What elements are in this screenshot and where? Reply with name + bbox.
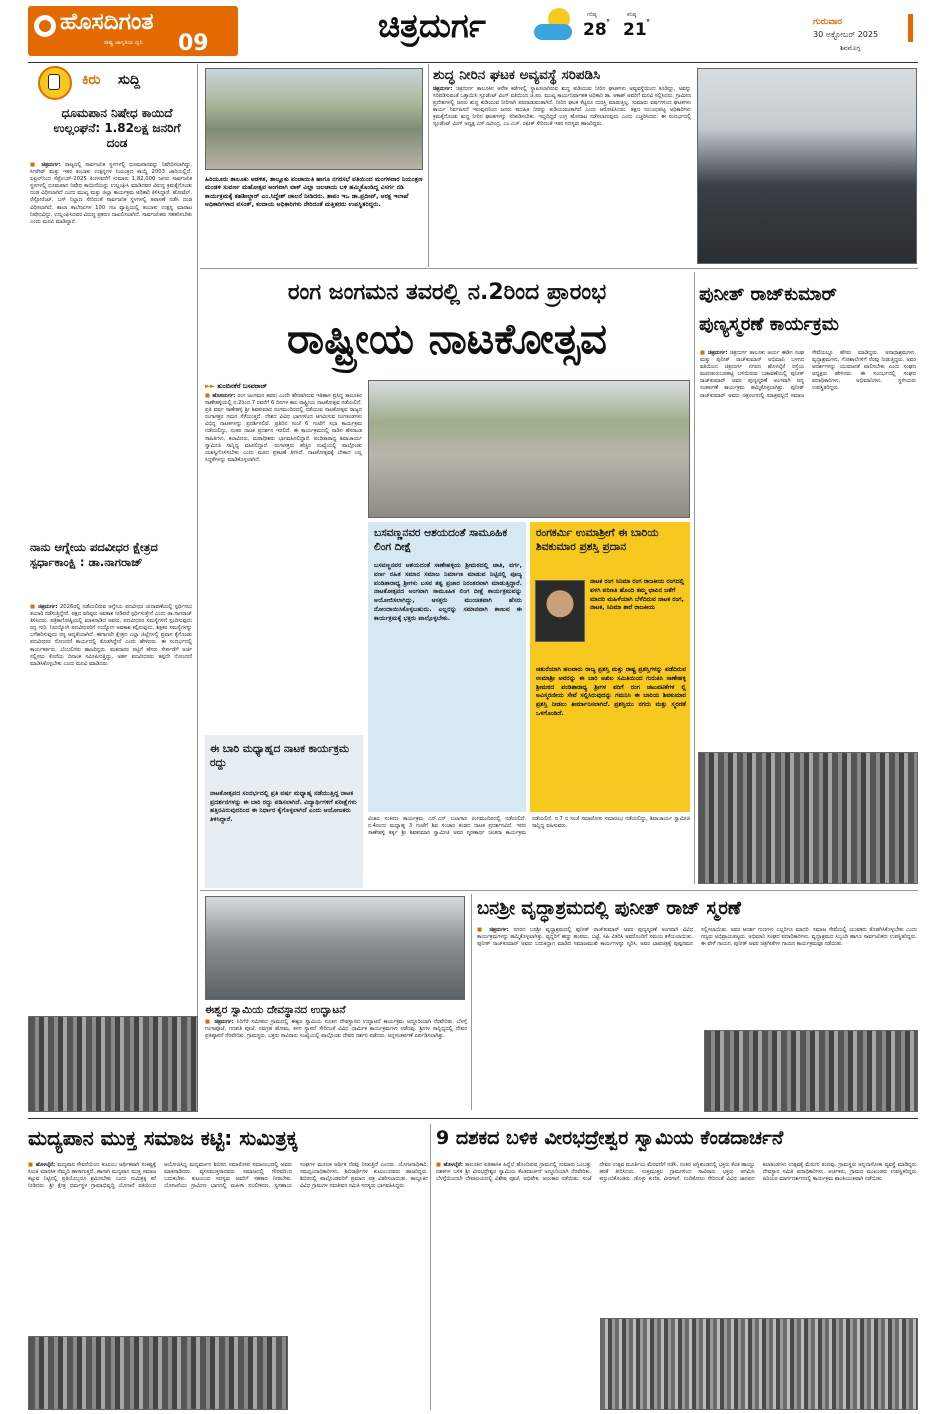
story2-dateline: ಚಿತ್ರದುರ್ಗ: <box>38 604 58 610</box>
masthead-accent-bar <box>908 14 913 42</box>
photo-walk-caption: ಹಿರಿಯೂರು ತಾಲೂಕು ಆಡಳಿತ, ತಾಲ್ಲೂಕು ಪಂಚಾಯಿತಿ ಹಾಗೂ ನಗರಸಭೆ ವತಿಯಿಂದ ಮಂಗಳವಾರ ನಿಯಂತ್ರಣ ಮಂಡಳಿ ಸುವರ್ಣ ಮಹೋತ್ಸವ ಅಂಗವಾಗಿ ವಾಕ್ ವಿಲ್ಲಾ ಜಲಜಾಯ ಬಳಿ ಹಮ್ಮಿಕೊಂಡಿದ್ದ ವಿಸರ್ಗ ನಡಿ ಕಾರ್ಯಕ್ರಮಕ್ಕೆ ತಹಶೀಲ್ದಾರ್ ಎಂ.ಸಿದ್ದೇಶ್ ಚಾಲನೆ ನೀಡಿದರು. ತಾಪಂ ಇಒ ಡಾ.ಪ್ರದೀಪ್, ಆರಕ್ಷ ಇಲಾಖೆ ಅಧಿಕಾರಿಗಳಾದ ವಸಂತ್, ಕಂದಾಯ ಅಧಿಕಾರಿಗಳು ನೇರಿದಂತೆ ಮತ್ತಿತರರು ಉಪಸ್ಥಿತರಿದ್ದರು. <box>205 176 423 208</box>
temp-max-degree: ° <box>606 18 610 27</box>
banashree-dateline: ಚಿತ್ರದುರ್ಗ: <box>489 927 509 933</box>
temple-top-rule <box>200 890 918 891</box>
bottom-right-headline: 9 ದಶಕದ ಬಳಿಕ ವೀರಭದ್ರೇಶ್ವರ ಸ್ವಾಮಿಯ ಕೆಂಡದಾರ್ಚನೆ <box>436 1127 784 1149</box>
logo-emblem-inner <box>39 20 51 32</box>
blue-box-headline: ಬಸವಣ್ಣನವರ ಆಶಯದಂತೆ ಸಾಮೂಹಿಕ ಲಿಂಗ ದೀಕ್ಷೆ <box>374 527 508 553</box>
bottom-right-text: ತಾಲೂಕಿನ ಐತಿಹಾಸಿಕ ಹಿನ್ನೆಲೆ ಹೊಂದಿರುವ ಗ್ರಾಮದಲ್ಲಿ ಸುಮಾರು ಒಂಬತ್ತು ದಶಕಗಳ ಬಳಿಕ ಶ್ರೀ ವೀರಭದ್ರೇಶ್ವರ ಸ್ವಾಮಿಯ ಕೆಂಡದಾರ್ಚನೆ ಅದ್ದೂರಿಯಾಗಿ ನೆರವೇರಿತು. ಬೆಳಗ್ಗೆಯಿಂದಲೇ ದೇವಾಲಯದಲ್ಲಿ ವಿಶೇಷ ಪೂಜೆ, ಅಭಿಷೇಕ, ಅಲಂಕಾರ ನಡೆಯಿತು. ಸಂಜೆ ದೇವರ ಉತ್ಸವ ಮೂರ್ತಿಯ ಮೆರವಣಿಗೆ ನಡೆಸಿ, ನಂತರ ಅಗ್ನಿಕುಂಡದಲ್ಲಿ ಭಕ್ತರು ಕೆಂಡ ಹಾಯ್ದು ಹರಕೆ ತೀರಿಸಿದರು. ಸುತ್ತಮುತ್ತಲ ಗ್ರಾಮಗಳಿಂದ ಸಾವಿರಾರು ಭಕ್ತರು ಆಗಮಿಸಿ ಕಣ್ತುಂಬಿಕೊಂಡರು. ಡೊಳ್ಳು ಕುಣಿತ, ವೀರಗಾಸೆ, ನಂದಿಕೋಲು ಸೇರಿದಂತೆ ವಿವಿಧ ಜಾನಪದ ಕಲಾತಂಡಗಳು ಉತ್ಸವಕ್ಕೆ ಮೆರುಗು ತಂದವು. ಗ್ರಾಮಸ್ಥರು ಅನ್ನದಾಸೋಹ ವ್ಯವಸ್ಥೆ ಮಾಡಿದ್ದರು. ದೇವಸ್ಥಾನ ಸಮಿತಿ ಪದಾಧಿಕಾರಿಗಳು, ಅರ್ಚಕರು, ಗ್ರಾಮದ ಮುಖಂಡರು ಉಪಸ್ಥಿತರಿದ್ದರು. ಹಿರಿಯರ ಮಾರ್ಗದರ್ಶನದಲ್ಲಿ ಕಾರ್ಯಕ್ರಮ ಶಾಂತಿಯುತವಾಗಿ ನಡೆಯಿತು. <box>436 1162 918 1183</box>
temp-min: 21 <box>623 20 647 40</box>
photo-kenda-festival <box>600 1318 918 1410</box>
sun-cloud-icon <box>534 8 576 44</box>
kirusuddi-hand-glyph <box>48 74 60 90</box>
temp-max-label: ಗರಿಷ್ಠ <box>587 12 597 18</box>
story2-body <box>30 604 192 1014</box>
photo-water-memo <box>697 68 917 264</box>
lead-kicker: ರಂಗ ಜಂಗಮನ ತವರಲ್ಲಿ ನ.2ರಿಂದ ಪ್ರಾರಂಭ <box>287 280 607 305</box>
masthead-rule <box>28 62 918 63</box>
temp-max: 28 <box>583 20 607 40</box>
temple-caption: ಈಶ್ವರ ಸ್ವಾಮಿಯ ದೇವಸ್ಥಾನದ ಉದ್ಘಾಟನೆ <box>205 1004 346 1016</box>
photo-walk-event <box>205 68 423 170</box>
photo-de-addiction <box>28 1336 288 1410</box>
top-middle-divider <box>428 64 429 267</box>
puneeth-dateline: ಚಿತ್ರದುರ್ಗ: <box>708 350 728 356</box>
photo-temple-group <box>28 1016 198 1112</box>
cloud-shape <box>534 24 572 40</box>
story1-dateline: ಚಿತ್ರದುರ್ಗ: <box>41 162 61 168</box>
puneeth-bullet: ■ <box>700 350 709 356</box>
masthead-day: ಗುರುವಾರ <box>813 17 843 27</box>
banashree-divider <box>471 894 472 1110</box>
temple-dateline: ಚಿತ್ರದುರ್ಗ: <box>214 1019 234 1025</box>
temple-text: ಸಿರಿಗೆರೆ ಸಮೀಪದ ಗ್ರಾಮದಲ್ಲಿ ಈಶ್ವರ ಸ್ವಾಮಿಯ ನೂತನ ದೇವಸ್ಥಾನದ ಉದ್ಘಾಟನೆ ಕಾರ್ಯಕ್ರಮ ಅದ್ದೂರಿಯಾಗಿ ನೆರವೇರಿತು. ಬೆಳಗ್ಗೆ ಗಂಗಾಪೂಜೆ, ಗಣಪತಿ ಪೂಜೆ, ನವಗ್ರಹ ಹೋಮ, ಕಳಸ ಸ್ಥಾಪನೆ ಸೇರಿದಂತೆ ವಿವಿಧ ಧಾರ್ಮಿಕ ಕಾರ್ಯಕ್ರಮಗಳು ನಡೆದವು. ಶ್ರೀಗಳ ಸಾನ್ನಿಧ್ಯದಲ್ಲಿ ದೇವರ ಪ್ರತಿಷ್ಠಾಪನೆ ನೆರವೇರಿತು. ಗ್ರಾಮಸ್ಥರು, ಭಕ್ತರು ಸಾವಿರಾರು ಸಂಖ್ಯೆಯಲ್ಲಿ ಪಾಲ್ಗೊಂಡು ದೇವರ ದರ್ಶನ ಪಡೆದರು. ಅನ್ನಸಂತರ್ಪಣೆ ಏರ್ಪಡಿಸಲಾಗಿತ್ತು. <box>205 1019 467 1040</box>
puneeth-body <box>700 350 916 740</box>
paper-tagline: ರಾಷ್ಟ್ರ ಜಾಗೃತಿಯ ದ್ವನಿ <box>104 40 143 46</box>
kirusuddi-banner <box>28 64 193 102</box>
story1-headline: ಧೂಮಪಾನ ನಿಷೇಧ ಕಾಯಿದೆ ಉಲ್ಲಂಘನೆ: 1.82ಲಕ್ಷ ಜನರಿಗೆ ದಂಡ <box>53 106 181 150</box>
bottom-left-headline: ಮದ್ಯಪಾನ ಮುಕ್ತ ಸಮಾಜ ಕಟ್ಟಿ: ಸುಮಿತ್ರಕ್ಕ <box>28 1126 298 1150</box>
yellow-box-headline: ರಂಗಕರ್ಮಿ ಉಮಾಶ್ರೀಗೆ ಈ ಬಾರಿಯ ಶಿವಕುಮಾರ ಪ್ರಶಸ್ತಿ ಪ್ರದಾನ <box>536 527 659 553</box>
bottom-right-dateline: ಹೊಳಲ್ಕೆರೆ: <box>443 1162 463 1168</box>
lead-byline-text: ತುಂಬಿನಕೆರೆ ಬಸವರಾಜ್ <box>217 382 268 390</box>
blue-box-body: ಬಸವಣ್ಣನವರ ಆಶಯದಂತೆ ಸಾಣೇಹಳ್ಳಿಯ ಶ್ರೀಮಠದಲ್ಲಿ ಜಾತಿ, ವರ್ಗ, ವರ್ಣ ರಹಿತ ಸಮಾನ ಸಮಾಜ ನಿರ್ಮಾಣ ಮಾಡುವ ನಿಟ್ಟಿನಲ್ಲಿ ಪೂಜ್ಯ ಪಂಡಿತಾರಾಧ್ಯ ಶ್ರೀಗಳು ಬಸವ ತತ್ವ ಪ್ರಚಾರ ನಿರಂತರವಾಗಿ ಮಾಡುತ್ತಿದ್ದಾರೆ. ನಾಟಕೋತ್ಸವದ ಅಂಗವಾಗಿ ಸಾಮೂಹಿಕ ಲಿಂಗ ದೀಕ್ಷೆ ಕಾರ್ಯಕ್ರಮವನ್ನು ಆಯೋಜಿಸಲಾಗಿದ್ದು, ಆಸಕ್ತರು ಮುಂಚಿತವಾಗಿ ಹೆಸರು ನೋಂದಾಯಿಸಿಕೊಳ್ಳಬಹುದು. ಎಲ್ಲರನ್ನು ಸಮಾನವಾಗಿ ಕಾಣುವ ಈ ಕಾರ್ಯಕ್ರಮಕ್ಕೆ ಭಕ್ತರು ಪಾಲ್ಗೊಳ್ಳಬೇಕು. <box>374 562 522 622</box>
banashree-body <box>477 927 917 1027</box>
story2-headline: ನಾನು ಆಗ್ನೇಯ ಪದವೀಧರ ಕ್ಷೇತ್ರದ ಸ್ಪರ್ಧಾಕಾಂಕ್ಷಿ : ಡಾ.ನಾಗರಾಜ್ <box>30 540 158 569</box>
bottom-left-bullet: ■ <box>28 1162 36 1168</box>
bottom-section-rule <box>28 1118 918 1119</box>
water-story-text: ಚಿತ್ರದುರ್ಗ ತಾಲೂಕಿನ ಆನೇಕ ಕಡೆಗಳಲ್ಲಿ ಸ್ಥಾಪಿಸಲಾಗಿರುವ ಶುದ್ಧ ಕುಡಿಯುವ ನೀರಿನ ಘಟಕಗಳು ಅವ್ಯವಸ್ಥೆಯಿಂದ ಕೂಡಿದ್ದು, ಅವನ್ನು ಸರಿಪಡಿಸುವಂತೆ ಒತ್ತಾಯಿಸಿ ಸ್ಟೂಡೆಂಟ್ ವಿಂಗ್ ವತಿಯಿಂದ ಜಿ.ಪಂ. ಮುಖ್ಯ ಕಾರ್ಯನಿರ್ವಾಹಕ ಅಧಿಕಾರಿ ಡಾ. ಆಕಾಶ್ ಅವರಿಗೆ ಮನವಿ ಸಲ್ಲಿಸಿದರು. ಗ್ರಾಮೀಣ ಪ್ರದೇಶಗಳಲ್ಲಿ ಜನರು ಶುದ್ಧ ಕುಡಿಯುವ ನೀರಿಗಾಗಿ ಪರದಾಡುವಂತಾಗಿದೆ. ನೀರಿನ ಘಟಕ ಕೆಟ್ಟರೂ ದುರಸ್ತಿ ಮಾಡುತ್ತಿಲ್ಲ. ಸುಮಾರು ವರ್ಷಗಳಿಂದ ಘಟಕಗಳು ಕಾರ್ಯ ನಿರ್ವಹಿಸದೆ ಇರುವುದರಿಂದ ಜನರು ಕಲುಷಿತ ನೀರನ್ನು ಕುಡಿಯುವಂತಾಗಿದೆ ಎಂದು ಆರೋಪಿಸಿದರು. ತಕ್ಷಣ ಸಂಬಂಧಪಟ್ಟ ಅಧಿಕಾರಿಗಳು ಕ್ರಮಕೈಗೊಂಡು ಶುದ್ಧ ನೀರಿನ ಘಟಕಗಳನ್ನು ಸರಿಪಡಿಸಬೇಕು. ಇಲ್ಲದಿದ್ದರೆ ಉಗ್ರ ಹೋರಾಟ ನಡೆಸಲಾಗುವುದು ಎಂದು ಎಚ್ಚರಿಸಿದರು. ಈ ಸಂದರ್ಭದಲ್ಲಿ ಸ್ಟೂಡೆಂಟ್ ವಿಂಗ್ ಅಧ್ಯಕ್ಷ ಎಸ್.ರವೀಂದ್ರ, ಎಂ.ಎಚ್. ರಫೀಕ್ ಸೇರಿದಂತೆ ಇತರ ಸದಸ್ಯರು ಹಾಜರಿದ್ದರು. <box>433 86 691 128</box>
lead-subhead: ಈ ಬಾರಿ ಮಧ್ಯಾಹ್ನದ ನಾಟಕ ಕಾರ್ಯಕ್ರಮ ರದ್ದು <box>210 743 349 769</box>
bottom-right-bullet: ■ <box>436 1162 444 1168</box>
kirusuddi-label-a: ಕಿರು <box>82 72 101 88</box>
temp-min-degree: ° <box>646 18 650 27</box>
top-row-rule <box>200 268 918 269</box>
lead-right-divider <box>694 272 695 884</box>
water-story-headline: ಶುದ್ಧ ನೀರಿನ ಘಟಕ ಅವ್ಯವಸ್ಥೆ ಸರಿಪಡಿಸಿ <box>433 67 601 83</box>
photo-temple <box>205 896 465 1000</box>
photo-sanehalli-amphitheatre <box>368 380 690 518</box>
story1-body <box>30 162 192 402</box>
byline-arrow-icon: ►► <box>205 382 218 390</box>
bottom-left-text: ಮದ್ಯಪಾನ ಸೇವನೆಯಿಂದ ಕುಟುಂಬ ಆರ್ಥಿಕವಾಗಿ ಸಂಕಷ್ಟಕ್ಕೆ ಸಿಲುಕಿ ಮಾನಸಿಕ ನೆಮ್ಮದಿ ಹಾಳಾಗುತ್ತದೆ. ಹಾಗಾಗಿ ಮದ್ಯಪಾನ ಮುಕ್ತ ಸಮಾಜ ಕಟ್ಟುವ ನಿಟ್ಟಿನಲ್ಲಿ ಪ್ರತಿಯೊಬ್ಬರೂ ಶ್ರಮಿಸಬೇಕು ಎಂದು ಸುಮಿತ್ರಕ್ಕ ಕರೆ ನೀಡಿದರು. ಶ್ರೀ ಕ್ಷೇತ್ರ ಧರ್ಮಸ್ಥಳ ಗ್ರಾಮಾಭಿವೃದ್ಧಿ ಯೋಜನೆ ವತಿಯಿಂದ ಆಯೋಜಿಸಿದ್ದ ಮದ್ಯವರ್ಜನ ಶಿಬಿರದ ಸಮಾರೋಪ ಸಮಾರಂಭದಲ್ಲಿ ಅವರು ಮಾತನಾಡಿದರು. ವ್ಯಸನಮುಕ್ತರಾದವರು ಸಮಾಜದಲ್ಲಿ ಗೌರವದಿಂದ ಬದುಕಬೇಕು. ಕುಟುಂಬದ ಸದಸ್ಯರು ಅವರಿಗೆ ಸಹಕಾರ ನೀಡಬೇಕು. ಯೋಜನೆಯು ಗ್ರಾಮೀಣ ಭಾಗದಲ್ಲಿ ಮಹಿಳಾ ಸಬಲೀಕರಣ, ಸ್ವಸಹಾಯ ಸಂಘಗಳ ಮೂಲಕ ಆರ್ಥಿಕ ನೆರವು ನೀಡುತ್ತಿದೆ ಎಂದರು. ಯೋಜನಾಧಿಕಾರಿ, ಸಮನ್ವಯಾಧಿಕಾರಿಗಳು, ಶಿಬಿರಾರ್ಥಿಗಳ ಕುಟುಂಬದವರು ಹಾಜರಿದ್ದರು. ಶಿಬಿರದಲ್ಲಿ ಪಾಲ್ಗೊಂಡವರಿಗೆ ಪ್ರಮಾಣ ಪತ್ರ ವಿತರಿಸಲಾಯಿತು. ತಾಲ್ಲೂಕಿನ ವಿವಿಧ ಗ್ರಾಮಗಳ ನವಜೀವನ ಸಮಿತಿ ಸದಸ್ಯರು ಭಾಗವಹಿಸಿದ್ದರು. <box>28 1162 428 1190</box>
lead-dateline: ಹೊಸದುರ್ಗ: <box>212 393 236 399</box>
temple-body <box>205 1019 467 1109</box>
bottom-left-body <box>28 1162 428 1332</box>
bottom-right-body <box>436 1162 918 1312</box>
lead-bullet: ■ <box>205 393 213 399</box>
bottom-left-dateline: ಹೊಳಲ್ಕೆರೆ: <box>35 1162 56 1168</box>
lead-subbody: ನಾಟಕೋತ್ಸವದ ಸಂದರ್ಭದಲ್ಲಿ ಪ್ರತಿ ವರ್ಷ ಮಧ್ಯಾಹ್ನ ನಡೆಯುತ್ತಿದ್ದ ನಾಟಕ ಪ್ರದರ್ಶನಗಳನ್ನು ಈ ಬಾರಿ ರದ್ದು ಪಡಿಸಲಾಗಿದೆ. ವಿದ್ಯಾರ್ಥಿಗಳಿಗೆ ಪರೀಕ್ಷೆಗಳು ಹತ್ತಿರವಿರುವುದರಿಂದ ಈ ನಿರ್ಧಾರ ಕೈಗೊಳ್ಳಲಾಗಿದೆ ಎಂದು ಆಯೋಜಕರು ತಿಳಿಸಿದ್ದಾರೆ. <box>210 790 357 824</box>
bottom-divider <box>430 1124 431 1410</box>
lead-byline <box>205 382 267 391</box>
photo-puneeth-event <box>698 752 918 884</box>
col1-divider <box>197 64 198 1110</box>
banashree-text: ನಗರದ ಬನಶ್ರೀ ವೃದ್ಧಾಶ್ರಮದಲ್ಲಿ ಪುನೀತ್ ರಾಜ್‌ಕುಮಾರ್ ಅವರ ಪುಣ್ಯಸ್ಮರಣೆ ಅಂಗವಾಗಿ ವಿವಿಧ ಕಾರ್ಯಕ್ರಮಗಳನ್ನು ಹಮ್ಮಿಕೊಳ್ಳಲಾಗಿತ್ತು. ವೃದ್ಧರಿಗೆ ಹಣ್ಣು ಹಂಪಲು, ಬಟ್ಟೆ, ಸಿಹಿ ವಿತರಿಸಿ ಅವರೊಂದಿಗೆ ಸಮಯ ಕಳೆಯಲಾಯಿತು. ಪುನೀತ್ ರಾಜ್‌ಕುಮಾರ್ ಅವರು ಬದುಕಿದ್ದಾಗ ಮಾಡಿದ ಸಮಾಜಮುಖಿ ಕಾರ್ಯಗಳನ್ನು ಸ್ಮರಿಸಿ, ಅವರ ಭಾವಚಿತ್ರಕ್ಕೆ ಪುಷ್ಪನಮನ ಸಲ್ಲಿಸಲಾಯಿತು. ಅವರ ಆದರ್ಶ ಗುಣಗಳು ಎಲ್ಲರಿಗೂ ಮಾದರಿ. ಸಮಾಜ ಸೇವೆಯಲ್ಲಿ ಯುವಕರು ತೊಡಗಿಸಿಕೊಳ್ಳಬೇಕು ಎಂದು ಗಣ್ಯರು ಅಭಿಪ್ರಾಯಪಟ್ಟರು. ಅಭಿಮಾನಿ ಸಂಘದ ಪದಾಧಿಕಾರಿಗಳು, ವೃದ್ಧಾಶ್ರಮದ ಸಿಬ್ಬಂದಿ ಹಾಗೂ ಸಾರ್ವಜನಿಕರು ಉಪಸ್ಥಿತರಿದ್ದರು. ಈ ವೇಳೆ ಗಾಯನ, ಪುನೀತ್ ಅವರ ಚಿತ್ರಗೀತೆಗಳ ಗಾಯನ ಕಾರ್ಯಕ್ರಮವೂ ನಡೆಯಿತು. <box>477 927 917 948</box>
photo-umashree <box>535 580 585 642</box>
kirusuddi-label-b: ಸುದ್ದಿ <box>118 72 141 88</box>
edition-title: ಚಿತ್ರದುರ್ಗ <box>378 6 486 45</box>
story2-bullet: ■ <box>30 604 39 610</box>
water-story-body <box>433 86 691 266</box>
puneeth-text: ಚಿತ್ರದುರ್ಗ ತಾಲೂಕು ಆರ್ಯ ಈಡಿಗ ಸಂಘ ಮತ್ತು ಪುನೀತ್ ರಾಜ್‌ಕುಮಾರ್ ಅಭಿಮಾನಿ ಬಳಗದ ವತಿಯಿಂದ ಚಿತ್ರದುರ್ಗ ನಗರದ ಹೊಳಲ್ಕೆರೆ ರಸ್ತೆಯ ಮಠದಕುರುಬರಹಟ್ಟಿ ಬಳಿಯಿರುವ ಬಡಾವಣೆಯಲ್ಲಿ ಪುನೀತ್ ರಾಜ್‌ಕುಮಾರ್ ಅವರ ಪುಣ್ಯಸ್ಮರಣೆ ಅಂಗವಾಗಿ ಅನ್ನ ಸಂತರ್ಪಣೆ ಕಾರ್ಯಕ್ರಮ ಹಮ್ಮಿಕೊಳ್ಳಲಾಗಿತ್ತು. ಪುನೀತ್ ರಾಜ್‌ಕುಮಾರ್ ಅವರು ಚಿತ್ರರಂಗದಲ್ಲಿ ಮಾತ್ರವಲ್ಲದೆ ಸಮಾಜ ಸೇವೆಯಲ್ಲೂ ಹೆಸರು ಮಾಡಿದ್ದರು. ಅನಾಥಾಶ್ರಮಗಳು, ವೃದ್ಧಾಶ್ರಮಗಳು, ಗೋಶಾಲೆಗಳಿಗೆ ನೆರವು ನೀಡುತ್ತಿದ್ದರು. ಅವರ ಆದರ್ಶಗಳನ್ನು ಯುವಜನತೆ ಪಾಲಿಸಬೇಕು ಎಂದು ಸಂಘದ ಅಧ್ಯಕ್ಷರು ಹೇಳಿದರು. ಈ ಸಂದರ್ಭದಲ್ಲಿ ಸಂಘದ ಪದಾಧಿಕಾರಿಗಳು, ಅಭಿಮಾನಿಗಳು, ಸ್ಥಳೀಯರು ಉಪಸ್ಥಿತರಿದ್ದರು. <box>700 350 916 399</box>
page-number: 09 <box>172 32 215 56</box>
yellow-box-body: ಚತುರೆಯಾಗಿ ಹಲವಾರು ರಾಜ್ಯ ಪ್ರಶಸ್ತಿ ಮತ್ತು ರಾಷ್ಟ್ರ ಪ್ರಶಸ್ತಿಗಳನ್ನು ಪಡೆದಿರುವ ಉಮಾಶ್ರೀ ಅವರನ್ನು ಈ ಬಾರಿ ಅಖಿಲ ಸಮಿತಿಯಿಂದ ಗುರುತಿಸಿ ಸಾಣೇಹಳ್ಳಿ ಶ್ರೀಮಠದ ಪಂಡಿತಾರಾಧ್ಯ ಶ್ರೀಗಳ ಪರಿಗೆ ರಂಗ ಚಟುವಟಿಕೆಗಳ ಲ್ಲಿ ಅವಿಸ್ಮರಣೀಯ ಸೇವೆ ಸಲ್ಲಿಸಿರುವುದನ್ನು ಗಮನಿಸಿ ಈ ಬಾರಿಯ ಶಿವಕುಮಾರ ಪ್ರಶಸ್ತಿ ನೀಡಲು ತೀರ್ಮಾನಿಸಲಾಗಿದೆ. ಪ್ರಶಸ್ತಿಯು ನಗದು ಮತ್ತು ಸ್ಮರಣಿಕೆ ಒಳಗೊಂಡಿದೆ. <box>536 666 686 717</box>
lead-body <box>205 393 362 731</box>
masthead-date: 30 ಅಕ್ಟೋಬರ್ 2025 <box>813 30 879 39</box>
lead-extra-body: ವಿಚಾರ ಸಂಕಿರಣ ಕಾರ್ಯಕ್ರಮ ಎನ್.ಎನ್ ಬಲಾಗಾರ ರಂಗಮಂದಿರದಲ್ಲಿ ನಡೆಯಲಿದೆ. ನ.4ರಂದು ಮಧ್ಯಾಹ್ನ 3 ಗಂಟೆಗೆ ಶಿವ ಸಂಚಾರ ತಂಡದ ನಾಟಕ ಪ್ರದರ್ಶನವಿದೆ. ಇದರ ಸಾಣೇಹಳ್ಳಿ ಕರ್ತೃ ಶ್ರೀ ಶಿವಕುಮಾರ ಸ್ವಾಮೀಜಿ ಅವರ ಸ್ಮರಣಾರ್ಥ ಚಿಂತನಾ ಕಾರ್ಯಕ್ರಮ ನಡೆಯಲಿದೆ. ನ.7 ರ ಸಂಜೆ ಸಮಾರೋಪ ಸಮಾರಂಭ ನಡೆಯಲಿದ್ದು, ಶಿವಾಚಾರ್ಯ ಸ್ವಾಮೀಜಿ ಸಾನ್ನಿಧ್ಯ ವಹಿಸುವರು. <box>368 816 690 837</box>
story1-bullet: ■ <box>30 162 42 168</box>
yellow-box-side-text: ನಾಟಕ ರಂಗ ಸಿನಿಮಾ ರಂಗ ರಾಜಕೀಯ ರಂಗದಲ್ಲಿ ಪಳಗಿ ಪರಿಣತಿ ಹೊಂದಿ ತಮ್ಮ ಛಾಪಿನ ಜತೆಗೆ ಮಾದರಿ ಮಹಿಳೆಯಾಗಿ ಬೆಳೆದಿರುವ ನಾಟಕ ರಂಗ, ನಾಟಕ, ಸಿನಿಮಾ ತಾರೆ ರಾಜಕೀಯ <box>590 578 685 612</box>
banashree-bullet: ■ <box>477 927 490 933</box>
banashree-headline: ಬನಶ್ರೀ ವೃದ್ಧಾಶ್ರಮದಲ್ಲಿ ಪುನೀತ್ ರಾಜ್ ಸ್ಮರಣೆ <box>477 898 741 919</box>
puneeth-headline-2: ಪುಣ್ಯಸ್ಮರಣೆ ಕಾರ್ಯಕ್ರಮ <box>699 314 839 335</box>
photo-banashree <box>704 1030 918 1112</box>
temple-bullet: ■ <box>205 1019 215 1025</box>
lead-headline: ರಾಷ್ಟ್ರೀಯ ನಾಟಕೋತ್ಸವ <box>287 314 607 363</box>
water-story-dateline: ಚಿತ್ರದುರ್ಗ: <box>433 86 453 92</box>
lead-text: ರಂಗ ಜಂಗಮನ ತವರು ಎಂದೇ ಹೆಸರಾಗಿರುವ ಇತಿಹಾಸ ಪ್ರಸಿದ್ಧ ತಾಲೂಕಿನ ಸಾಣೇಹಳ್ಳಿಯಲ್ಲಿ ನ.2ರಿಂದ 7 ರವರೆಗೆ 6 ದಿನಗಳ ಕಾಲ ರಾಷ್ಟ್ರೀಯ ನಾಟಕೋತ್ಸವ ನಡೆಯಲಿದೆ. ಪ್ರತಿ ವರ್ಷ ಸಾಣೇಹಳ್ಳಿ ಶ್ರೀ ಶಿವಕುಮಾರ ರಂಗಮಂದಿರದಲ್ಲಿ ನಡೆಯುವ ನಾಟಕೋತ್ಸವ ರಾಜ್ಯದ ರಂಗಾಸಕ್ತರ ಗಮನ ಸೆಳೆಯುತ್ತದೆ. ದೇಶದ ವಿವಿಧ ಭಾಗಗಳಿಂದ ಆಗಮಿಸುವ ರಂಗತಂಡಗಳು ವಿಭಿನ್ನ ನಾಟಕಗಳನ್ನು ಪ್ರದರ್ಶಿಸಲಿವೆ. ಪ್ರತಿದಿನ ಸಂಜೆ 6 ಗಂಟೆಗೆ ಸಭಾ ಕಾರ್ಯಕ್ರಮ ನಡೆಯಲಿದ್ದು, ನಂತರ ನಾಟಕ ಪ್ರದರ್ಶನ ಇರಲಿದೆ. ಈ ಕಾರ್ಯಕ್ರಮದಲ್ಲಿ ನಾಡಿನ ಹೆಸರಾಂತ ಸಾಹಿತಿಗಳು, ಕಲಾವಿದರು, ಮಠಾಧೀಶರು ಭಾಗವಹಿಸಲಿದ್ದಾರೆ. ಪಂಡಿತಾರಾಧ್ಯ ಶಿವಾಚಾರ್ಯ ಸ್ವಾಮೀಜಿ ಸಾನ್ನಿಧ್ಯ ವಹಿಸಲಿದ್ದಾರೆ. ರಂಗಾಸಕ್ತರು ಹೆಚ್ಚಿನ ಸಂಖ್ಯೆಯಲ್ಲಿ ಪಾಲ್ಗೊಂಡು ಯಶಸ್ವಿಗೊಳಿಸಬೇಕು ಎಂದು ಮಠದ ಪ್ರಕಟಣೆ ತಿಳಿಸಿದೆ. ನಾಟಕೋತ್ಸವಕ್ಕೆ ಬೇಕಾದ ಎಲ್ಲ ಸಿದ್ಧತೆಗಳನ್ನು ಮಾಡಿಕೊಳ್ಳಲಾಗಿದೆ. <box>205 393 362 463</box>
story2-text: 2026ರಲ್ಲಿ ನಡೆಯಲಿರುವ ಆಗ್ನೇಯ ಪದವೀಧರ ಚುನಾವಣೆಯಲ್ಲಿ ಸ್ಪರ್ಧಿಸಲು ತಯಾರಿ ನಡೆಸುತ್ತಿದ್ದೇನೆ. ಪಕ್ಷದ ವರಿಷ್ಠರು ಅವಕಾಶ ನೀಡಿದರೆ ಸ್ಪರ್ಧಿಸುತ್ತೇನೆ ಎಂದು ಡಾ.ನಾಗರಾಜ್ ತಿಳಿಸಿದರು. ಪತ್ರಿಕಾಗೋಷ್ಠಿಯಲ್ಲಿ ಮಾತನಾಡಿದ ಅವರು, ಪದವೀಧರರ ಸಮಸ್ಯೆಗಳಿಗೆ ಸ್ಪಂದಿಸುವುದು ನನ್ನ ಗುರಿ. ನಿರುದ್ಯೋಗಿ ಪದವೀಧರರಿಗೆ ಉದ್ಯೋಗ ಅವಕಾಶ ಕಲ್ಪಿಸುವುದು, ಶಿಕ್ಷಕರ ಸಮಸ್ಯೆಗಳನ್ನು ಬಗೆಹರಿಸುವುದು ನನ್ನ ಆದ್ಯತೆಯಾಗಿದೆ. ಈಗಾಗಲೇ ಕ್ಷೇತ್ರದ ಎಲ್ಲಾ ಜಿಲ್ಲೆಗಳಲ್ಲಿ ಪ್ರವಾಸ ಕೈಗೊಂಡು ಪದವೀಧರರ ನೋಂದಣಿ ಕಾರ್ಯದಲ್ಲಿ ತೊಡಗಿದ್ದೇನೆ ಎಂದು ಹೇಳಿದರು. ಈ ಸಂದರ್ಭದಲ್ಲಿ ಕಾರ್ಯಕರ್ತರು, ಬೆಂಬಲಿಗರು ಹಾಜರಿದ್ದರು. ಮತದಾರರ ಪಟ್ಟಿಗೆ ಹೆಸರು ಸೇರ್ಪಡೆಗೆ ಅರ್ಜಿ ಸಲ್ಲಿಸಲು ಕೊನೆಯ ದಿನಾಂಕ ಸಮೀಪಿಸುತ್ತಿದ್ದು, ಅರ್ಹ ಪದವೀಧರರು ತಪ್ಪದೇ ನೋಂದಣಿ ಮಾಡಿಸಿಕೊಳ್ಳಬೇಕು ಎಂದು ಮನವಿ ಮಾಡಿದರು. <box>30 604 192 667</box>
puneeth-headline-1: ಪುನೀತ್ ರಾಜ್‌ಕುಮಾರ್ <box>699 284 837 305</box>
story1-text: ರಾಜ್ಯದಲ್ಲಿ ಸಾರ್ವಜನಿಕ ಸ್ಥಳಗಳಲ್ಲಿ ಧೂಮಪಾನವನ್ನು ನಿಷೇಧಿಸಲಾಗಿದ್ದು, ಸಿಗರೇಟ್ ಮತ್ತು ಇತರ ತಂಬಾಕು ಉತ್ಪನ್ನಗಳ ನಿಯಂತ್ರಣ ಕಾಯ್ದೆ 2003 ಜಾರಿಯಲ್ಲಿದೆ. ಏಪ್ರಿಲ್‌ನಿಂದ ಸೆಪ್ಟೆಂಬರ್-2025 ತಿಂಗಳವರೆಗೆ ಸುಮಾರು 1,82,000 ಜನರು ಸಾರ್ವಜನಿಕ ಸ್ಥಳಗಳಲ್ಲಿ ಧೂಮಪಾನ ನಿಷೇಧ ಕಾಯಿದೆಯನ್ನು ಉಲ್ಲಂಘಿಸಿ ಮಾಡಿದವರ ವಿರುದ್ಧ ಕ್ರಮಕೈಗೊಂಡು ದಂಡ ವಿಧಿಸಲಾಗಿದೆ ಎಂದು ಮುಖ್ಯ ಮತ್ತು ಜಿಲ್ಲಾ ಕಾರ್ಯಕ್ರಮ ಅಧಿಕಾರಿ ತಿಳಿಸಿದ್ದಾರೆ. ಹೋಟೆಲ್, ರೆಸ್ಟೋರೆಂಟ್, ಬಸ್ ನಿಲ್ದಾಣ ಸೇರಿದಂತೆ ಸಾರ್ವಜನಿಕ ಸ್ಥಳಗಳಲ್ಲಿ ತಪಾಸಣೆ ನಡೆಸಿ ದಂಡ ವಿಧಿಸಲಾಗಿದೆ. ಶಾಲಾ ಕಾಲೇಜುಗಳ 100 ಗಜ ವ್ಯಾಪ್ತಿಯಲ್ಲಿ ತಂಬಾಕು ಉತ್ಪನ್ನ ಮಾರಾಟ ನಿಷೇಧವಿದ್ದು, ಉಲ್ಲಂಘಿಸಿದವರ ವಿರುದ್ಧ ಪ್ರಕರಣ ದಾಖಲಿಸಲಾಗಿದೆ. ಸಾರ್ವಜನಿಕರು ಸಹಕರಿಸಬೇಕು ಎಂದು ಮನವಿ ಮಾಡಿದ್ದಾರೆ. <box>30 162 192 225</box>
paper-name: ಹೊಸದಿಗಂತ <box>60 9 154 35</box>
masthead-city: ಶಿವಮೊಗ್ಗ <box>840 44 861 52</box>
temp-min-label: ಕನಿಷ್ಠ <box>627 12 637 18</box>
